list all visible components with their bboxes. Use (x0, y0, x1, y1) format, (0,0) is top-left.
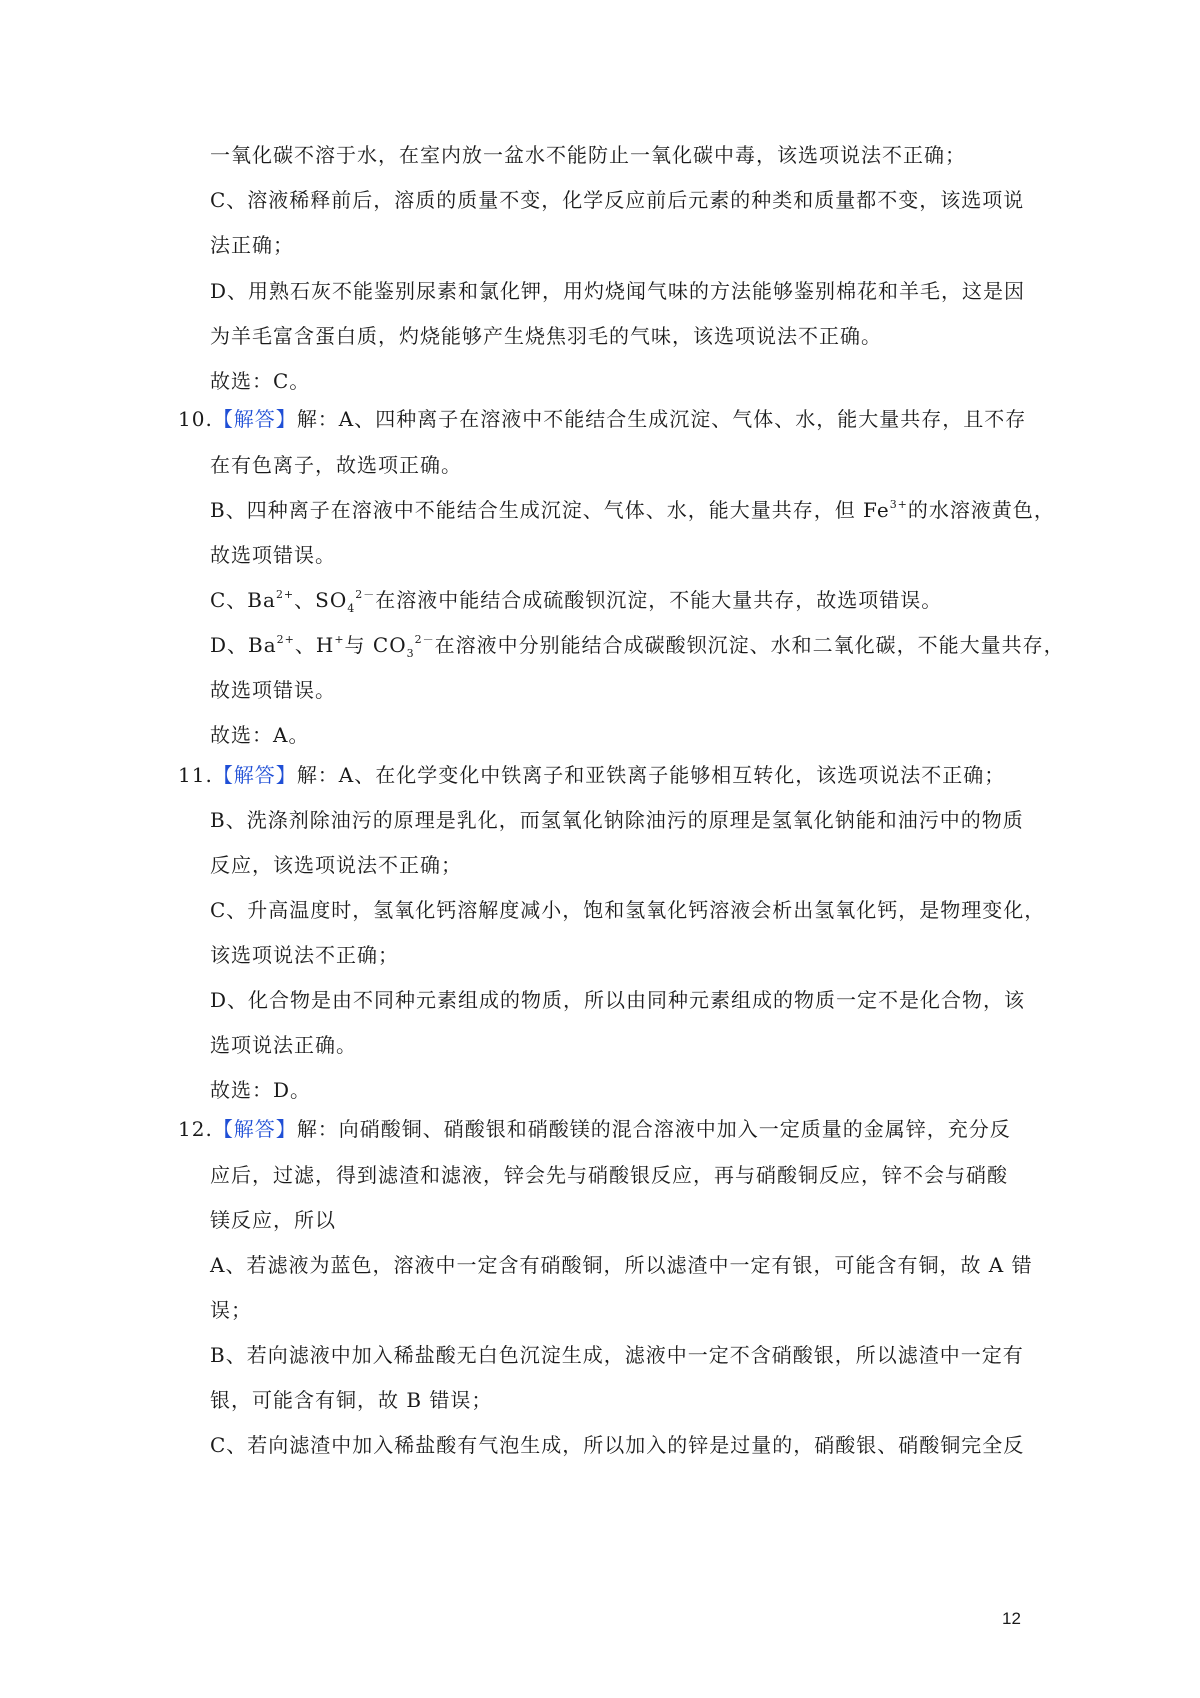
text-line: 解：向硝酸铜、硝酸银和硝酸镁的混合溶液中加入一定质量的金属锌，充分反 (296, 1117, 1011, 1141)
text-line: 该选项说法不正确； (210, 943, 399, 967)
text-segment: 在溶液中能结合成硫酸钡沉淀，不能大量共存，故选项错误。 (375, 588, 943, 612)
superscript: 2+ (276, 633, 295, 646)
question-10-first-line (178, 404, 1026, 434)
text-segment: 、H (294, 633, 335, 657)
text-line: 解：A、在化学变化中铁离子和亚铁离子能够相互转化，该选项说法不正确； (296, 763, 1006, 787)
superscript: 2+ (275, 588, 295, 601)
question-number: 10. (178, 407, 213, 431)
question-11-first-line (178, 760, 1005, 790)
text-line: C、溶液稀释前后，溶质的质量不变，化学反应前后元素的种类和质量都不变，该选项说 (210, 188, 1025, 212)
text-segment: 与 CO (344, 633, 407, 657)
question-12-first-line (178, 1114, 1011, 1144)
text-segment: C、Ba (210, 588, 276, 612)
answer-tag: 【解答】 (212, 407, 297, 431)
text-segment: 在溶液中分别能结合成碳酸钡沉淀、水和二氧化碳，不能大量共存， (434, 633, 1065, 657)
text-line: 镁反应，所以 (210, 1208, 336, 1232)
text-line (210, 585, 942, 615)
superscript: + (334, 633, 345, 646)
text-line: D、用熟石灰不能鉴别尿素和氯化钾，用灼烧闻气味的方法能够鉴别棉花和羊毛，这是因 (210, 279, 1026, 303)
text-line: 在有色离子，故选项正确。 (210, 453, 462, 477)
question-number: 12. (178, 1117, 213, 1141)
text-line: C、升高温度时，氢氧化钙溶解度减小，饱和氢氧化钙溶液会析出氢氧化钙，是物理变化， (210, 898, 1046, 922)
text-line: 法正确； (210, 233, 294, 257)
text-line: D、化合物是由不同种元素组成的物质，所以由同种元素组成的物质一定不是化合物，该 (210, 988, 1026, 1012)
text-line: 故选：C。 (210, 369, 311, 393)
superscript: 3+ (889, 498, 908, 511)
text-segment: 、SO (294, 588, 348, 612)
text-line: A、若滤液为蓝色，溶液中一定含有硝酸铜，所以滤渣中一定有银，可能含有铜，故 A 错 (210, 1253, 1033, 1277)
text-line: 一氧化碳不溶于水，在室内放一盆水不能防止一氧化碳中毒，该选项说法不正确； (210, 143, 966, 167)
text-line: 故选：A。 (210, 723, 310, 747)
text-line: 解：A、四种离子在溶液中不能结合生成沉淀、气体、水，能大量共存，且不存 (296, 407, 1027, 431)
text-line: 故选项错误。 (210, 543, 336, 567)
text-segment: B、四种离子在溶液中不能结合生成沉淀、气体、水，能大量共存，但 Fe (210, 498, 890, 522)
text-line: C、若向滤渣中加入稀盐酸有气泡生成，所以加入的锌是过量的，硝酸银、硝酸铜完全反 (210, 1433, 1025, 1457)
text-line (210, 630, 1065, 660)
text-line: 为羊毛富含蛋白质，灼烧能够产生烧焦羽毛的气味，该选项说法不正确。 (210, 324, 882, 348)
text-line: 选项说法正确。 (210, 1033, 357, 1057)
subscript: 3 (406, 647, 415, 660)
text-line: 应后，过滤，得到滤渣和滤液，锌会先与硝酸银反应，再与硝酸铜反应，锌不会与硝酸 (210, 1163, 1008, 1187)
text-line: 银，可能含有铜，故 B 错误； (210, 1388, 493, 1412)
text-line: B、洗涤剂除油污的原理是乳化，而氢氧化钠除油污的原理是氢氧化钠能和油污中的物质 (210, 808, 1024, 832)
text-line: B、若向滤液中加入稀盐酸无白色沉淀生成，滤液中一定不含硝酸银，所以滤渣中一定有 (210, 1343, 1024, 1367)
subscript: 4 (347, 602, 356, 615)
page-number: 12 (1002, 1609, 1021, 1628)
text-segment: D、Ba (210, 633, 277, 657)
question-number: 11. (178, 763, 213, 787)
text-line: 故选：D。 (210, 1078, 312, 1102)
text-line: 反应，该选项说法不正确； (210, 853, 462, 877)
answer-tag: 【解答】 (212, 1117, 297, 1141)
answer-tag: 【解答】 (212, 763, 297, 787)
text-line: 故选项错误。 (210, 678, 336, 702)
text-line: 误； (210, 1298, 252, 1322)
text-segment: 的水溶液黄色， (907, 498, 1055, 522)
text-line (210, 495, 1055, 525)
superscript: 2－ (355, 588, 376, 601)
superscript: 2－ (414, 633, 435, 646)
